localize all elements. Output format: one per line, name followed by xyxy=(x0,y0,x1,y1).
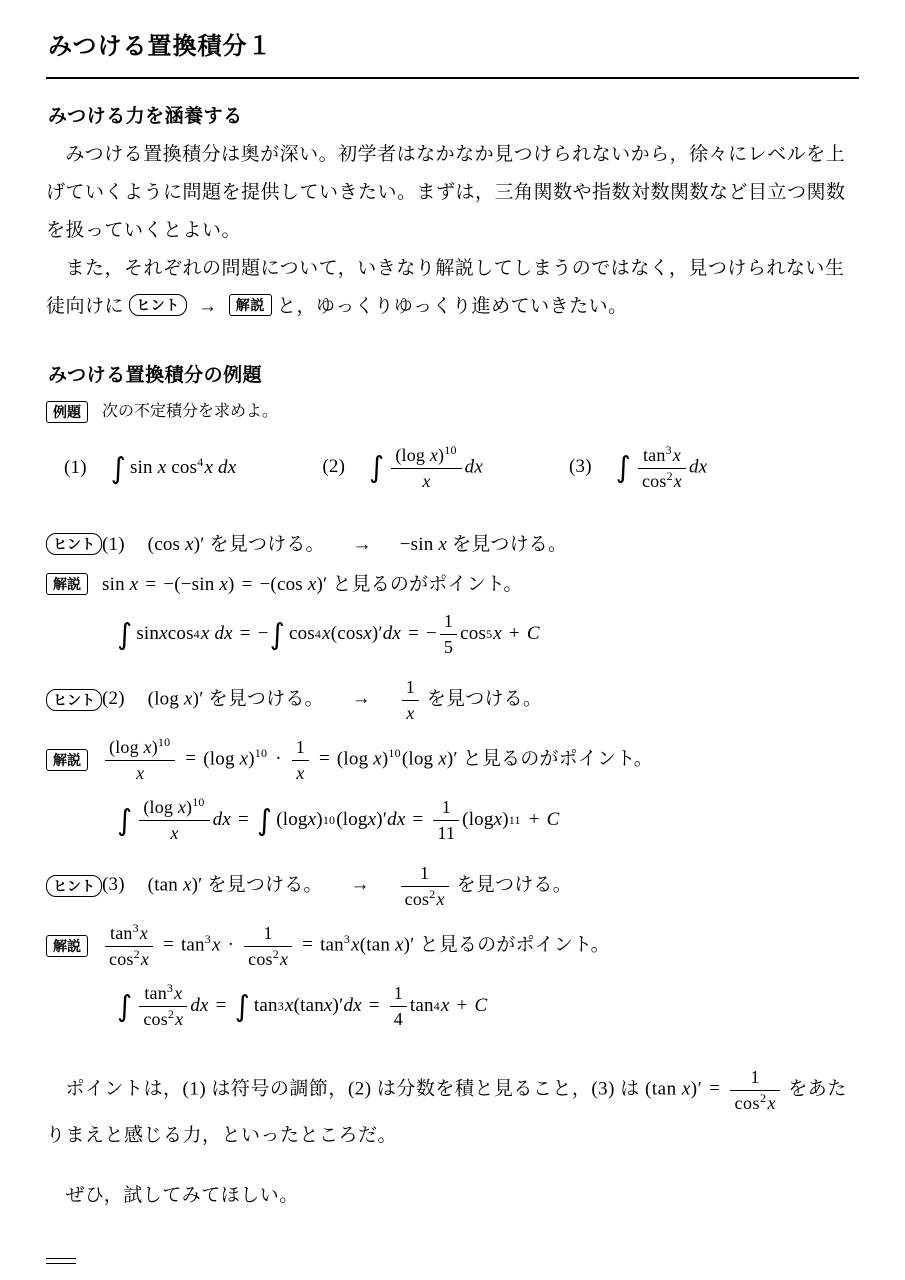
hint-row-3 xyxy=(46,862,859,910)
problem-2: (2) ∫ $\frac{(\log x)^{10}}{x}$ dx xyxy=(322,443,483,491)
hint-row-2 xyxy=(46,676,859,724)
example-label: 例題 xyxy=(46,401,88,423)
footer-rule-bottom xyxy=(46,1263,76,1264)
kaisetsu-label-2: 解説 xyxy=(46,749,88,771)
kaisetsu-row-2 xyxy=(46,736,859,784)
kaisetsu-2-text: $\frac{(\log x)^{10}}{x}$ = (log x)$^{10}$ · $\frac{1}{x}$ = (log x)$^{10}$(log x)′ と見るのがポイント。 xyxy=(102,736,859,784)
point-paragraph: ポイントは，(1) は符号の調節，(2) は分数を積と見ること，(3) は (tan x)′ = $\frac{1}{\cos^2x}$ をあたりまえと感じる力，といったところだ。 xyxy=(46,1067,847,1147)
example-row xyxy=(46,399,859,425)
problem-1: (1) ∫ sin x $\cos^4x$ dx xyxy=(64,451,237,486)
hint-label-3: ヒント xyxy=(46,875,102,897)
problem-3: (3) ∫ $\frac{\tan^3x}{\cos^2x}$ dx xyxy=(569,443,708,491)
section-heading-cultivate: みつける力を涵養する xyxy=(48,106,243,127)
page-title: みつける置換積分１ xyxy=(48,33,273,60)
arrow-text: → xyxy=(198,296,218,317)
hint-row-1 xyxy=(46,531,859,559)
paragraph-method-pre: また，それぞれの問題について，いきなり解説してしまうのではなく，見つけられない生徒向けに xyxy=(46,258,845,317)
kaisetsu-row-1 xyxy=(46,571,859,599)
kaisetsu-row-3 xyxy=(46,922,859,970)
footer-rule-top xyxy=(46,1258,76,1259)
equation-3: ∫ $\frac{\tan^3x}{\cos^2x}$ dx = ∫ tan 3 x ( tan x )′ dx = $\frac{1}{4}$ tan 4 x + C xyxy=(117,981,488,1029)
kaisetsu-1-text: sin x = −(−sin x) = −(cos x)′ と見るのがポイント。 xyxy=(102,573,523,595)
kaisetsu-label-3: 解説 xyxy=(46,935,88,957)
equation-1: ∫ sin x cos 4 x dx = − ∫ cos 4 x ( cos x )′ dx = − $\frac{1}{5}$ cos 5 x + C xyxy=(117,611,540,657)
hint-2-text: (2) (log x)′ を見つける。 → $\frac{1}{x}$ を見つける。 xyxy=(102,677,543,723)
kaisetsu-3-text: $\frac{\tan^3x}{\cos^2x}$ = $\tan^3x$ · $\frac{1}{\cos^2x}$ = $\tan^3x(\tan$ x)′ と見るのがポイント。 xyxy=(102,922,859,970)
title-divider xyxy=(46,77,859,79)
paragraph-method xyxy=(46,250,859,326)
hint-label-1: ヒント xyxy=(46,533,102,555)
example-text: 次の不定積分を求めよ。 xyxy=(102,403,279,420)
hint-label-inline: ヒント xyxy=(129,294,187,316)
hint-1-text: (1) (cos x)′ を見つける。 → −sin x を見つける。 xyxy=(102,534,568,555)
paragraph-method-post: と，ゆっくりゆっくり進めていきたい。 xyxy=(277,296,628,317)
section-heading-examples: みつける置換積分の例題 xyxy=(48,365,263,386)
kaisetsu-label-1: 解説 xyxy=(46,573,88,595)
paragraph-intro: みつける置換積分は奥が深い。初学者はなかなか見つけられないから，徐々にレベルを上げていくように問題を提供していきたい。まずは，三角関数や指数対数関数など目立つ関数を扱っていくとよい。 xyxy=(46,144,846,241)
hint-label-2: ヒント xyxy=(46,689,102,711)
closing-paragraph: ぜひ，試してみてほしい。 xyxy=(46,1185,299,1207)
kaisetsu-label-inline: 解説 xyxy=(229,294,272,316)
equation-2: ∫ $\frac{(\log x)^{10}}{x}$ dx = ∫ ( log x ) 10 ( log x )′ dx = $\frac{1}{11}$ ( log x ) 11 + C xyxy=(117,795,560,843)
hint-3-text: (3) (tan x)′ を見つける。 → $\frac{1}{\cos^2x}$ を見つける。 xyxy=(102,863,572,909)
problems-row xyxy=(46,439,859,497)
footer-divider xyxy=(46,1258,76,1268)
